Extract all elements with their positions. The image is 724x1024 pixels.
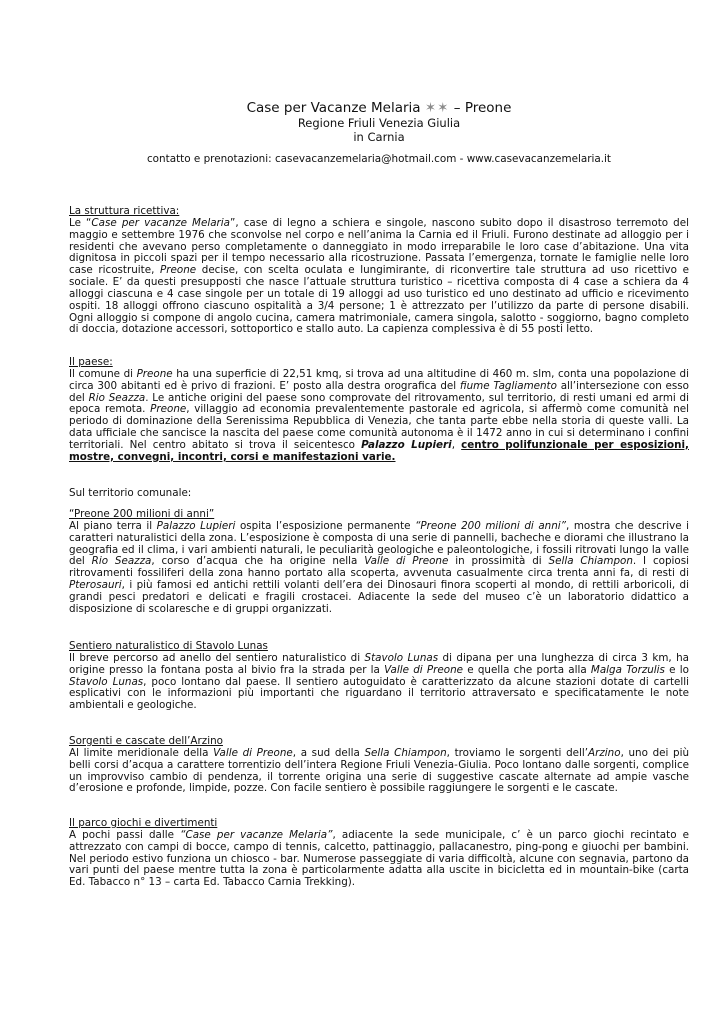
section-heading: Sorgenti e cascate dell’Arzino [69, 735, 223, 747]
section-parco [69, 818, 689, 889]
document-title [69, 100, 689, 116]
area-line: in Carnia [353, 130, 405, 144]
region-line: Regione Friuli Venezia Giulia [297, 116, 461, 130]
contact-line: contatto e prenotazioni: casevacanzemelaria@hotmail.com - www.casevacanzemelaria.it [146, 153, 612, 165]
section-heading: Sul territorio comunale: [69, 487, 192, 499]
star-rating: ✶✶ [424, 100, 450, 116]
section-paese [69, 357, 689, 464]
section-body: Il comune di Preone ha una superficie di 22,51 kmq, si trova ad una altitudine di 460 m. slm, conta una popolazione di circa 300 abitanti ed è privo di frazioni. E’ posto alla destra orografica del fiume Tagliamento all’intersezione con esso del Rio Seazza. Le antiche origini del paese sono comprovate del ritrovamento, sul territorio, di resti umani ed armi di epoca remota. Preone, villaggio ad economia prevalentemente pastorale ed agricola, si affermò come comunità nel periodo di dominazione della Serenissima Repubblica di Venezia, che tanta parte ebbe nella storia di queste valli. La data ufficiale che sancisce la nascita del paese come comunità autonoma è il 1472 anno in cui si determinano i confini territoriali. Nel centro abitato si trova il seicentesco Palazzo Lupieri, centro polifunzionale per esposizioni, mostre, convegni, incontri, corsi e manifestazioni varie. [69, 367, 689, 463]
title-text: Case per Vacanze Melaria [246, 100, 421, 116]
section-struttura [69, 206, 689, 336]
section-body: Al limite meridionale della Valle di Preone, a sud della Sella Chiampon, troviamo le sorgenti dell’Arzino, uno dei più belli corsi d’acqua a carattere torrentizio dell’intera Regione Friuli Venezia-Giulia. Poco lontano dalle sorgenti, complice un improvviso cambio di pendenza, il torrente origina una serie di suggestive cascate alternate ad ampie vasche d’erosione e profonde, limpide, pozze. Con facile sentiero è possibile raggiungere le sorgenti e le cascate. [69, 746, 690, 795]
section-sentiero [69, 641, 689, 712]
section-body: Il breve percorso ad anello del sentiero naturalistico di Stavolo Lunas di dipana per una lunghezza di circa 3 km, ha origine presso la fontana posta al bivio fra la strada per la Valle di Preone e quella che porta alla Malga Torzulis e lo Stavolo Lunas, poco lontano dal paese. Il sentiero autoguidato è caratterizzato da alcune stazioni dotate di cartelli esplicativi con le informazioni più importanti che riguardano il territorio attraversato e specificatamente le note ambientali e geologiche. [69, 651, 689, 712]
section-heading: Il paese: [69, 356, 113, 368]
section-heading: La struttura ricettiva: [69, 205, 180, 217]
section-sorgenti [69, 736, 689, 795]
section-body: Le “Case per vacanze Melaria”, case di legno a schiera e singole, nascono subito dopo il disastroso terremoto del maggio e settembre 1976 che sconvolse nel corpo e nell’anima la Carnia ed il Friuli. Furono destinate ad alloggio per i residenti che avevano perso completamente o danneggiato in modo irreparabile le loro case d’abitazione. Una vita dignitosa in piccoli spazi per il tempo necessario alla ricostruzione. Passata l’emergenza, tornate le famiglie nelle loro case ricostruite, Preone decise, con scelta oculata e lungimirante, di riconvertire tale struttura ad uso ricettivo e sociale. E’ da questi presupposti che nasce l’attuale struttura turistico – ricettiva composta di 4 case a schiera da 4 alloggi ciascuna e 4 case singole per un totale di 19 alloggi ad uso turistico ed uno destinato ad ufficio e ricevimento ospiti. 18 alloggi offrono ciascuno ospitalità a 3/4 persone; 1 è attrezzato per l’utilizzo da parte di persone disabili. Ogni alloggio si compone di angolo cucina, camera matrimoniale, camera singola, salotto - soggiorno, bagno completo di doccia, dotazione accessori, sottoportico e stallo auto. La capienza complessiva è di 55 posti letto. [69, 216, 689, 336]
section-body: A pochi passi dalle “Case per vacanze Melaria”, adiacente la sede municipale, c’ è un parco giochi recintato e attrezzato con campi di bocce, campo di tennis, calcetto, pattinaggio, pallacanestro, ping-pong e giuochi per bambini. Nel periodo estivo funziona un chiosco - bar. Numerose passeggiate di varia difficoltà, alcune con segnavia, partono da vari punti del paese mentre tutta la zona è particolarmente adatta alla uscite in bicicletta ed in mountain-bike (carta Ed. Tabacco n° 13 – carta Ed. Tabacco Carnia Trekking). [69, 828, 689, 889]
section-heading: “Preone 200 milioni di anni” [69, 508, 215, 520]
section-heading: Sentiero naturalistico di Stavolo Lunas [69, 640, 268, 652]
title-suffix: – Preone [453, 100, 512, 116]
section-body: Al piano terra il Palazzo Lupieri ospita l’esposizione permanente “Preone 200 milioni di anni”, mostra che descrive i caratteri naturalistici della zona. L’esposizione è composta di una serie di pannelli, bacheche e diorami che illustrano la geografia ed il clima, i vari ambienti naturali, le peculiarità geologiche e paleontologiche, i fossili ritrovati lungo la valle del Rio Seazza, corso d’acqua che ha origine nella Valle di Preone in prossimità di Sella Chiampon. I copiosi ritrovamenti fossiliferi della zona hanno portato alla scoperta, avvenuta casualmente circa trenta anni fa, di resti di Pterosauri, i più famosi ed antichi rettili volanti dell’era dei Dinosauri finora scoperti al mondo, di rettili arboricoli, di grandi pesci predatori e delicati e fragili crostacei. Adiacente la sede del museo c’è un laboratorio didattico a disposizione di scolaresche e di gruppi organizzati. [69, 519, 690, 615]
section-museo [69, 509, 689, 616]
section-heading: Il parco giochi e divertimenti [69, 817, 218, 829]
section-territorio [69, 488, 689, 500]
